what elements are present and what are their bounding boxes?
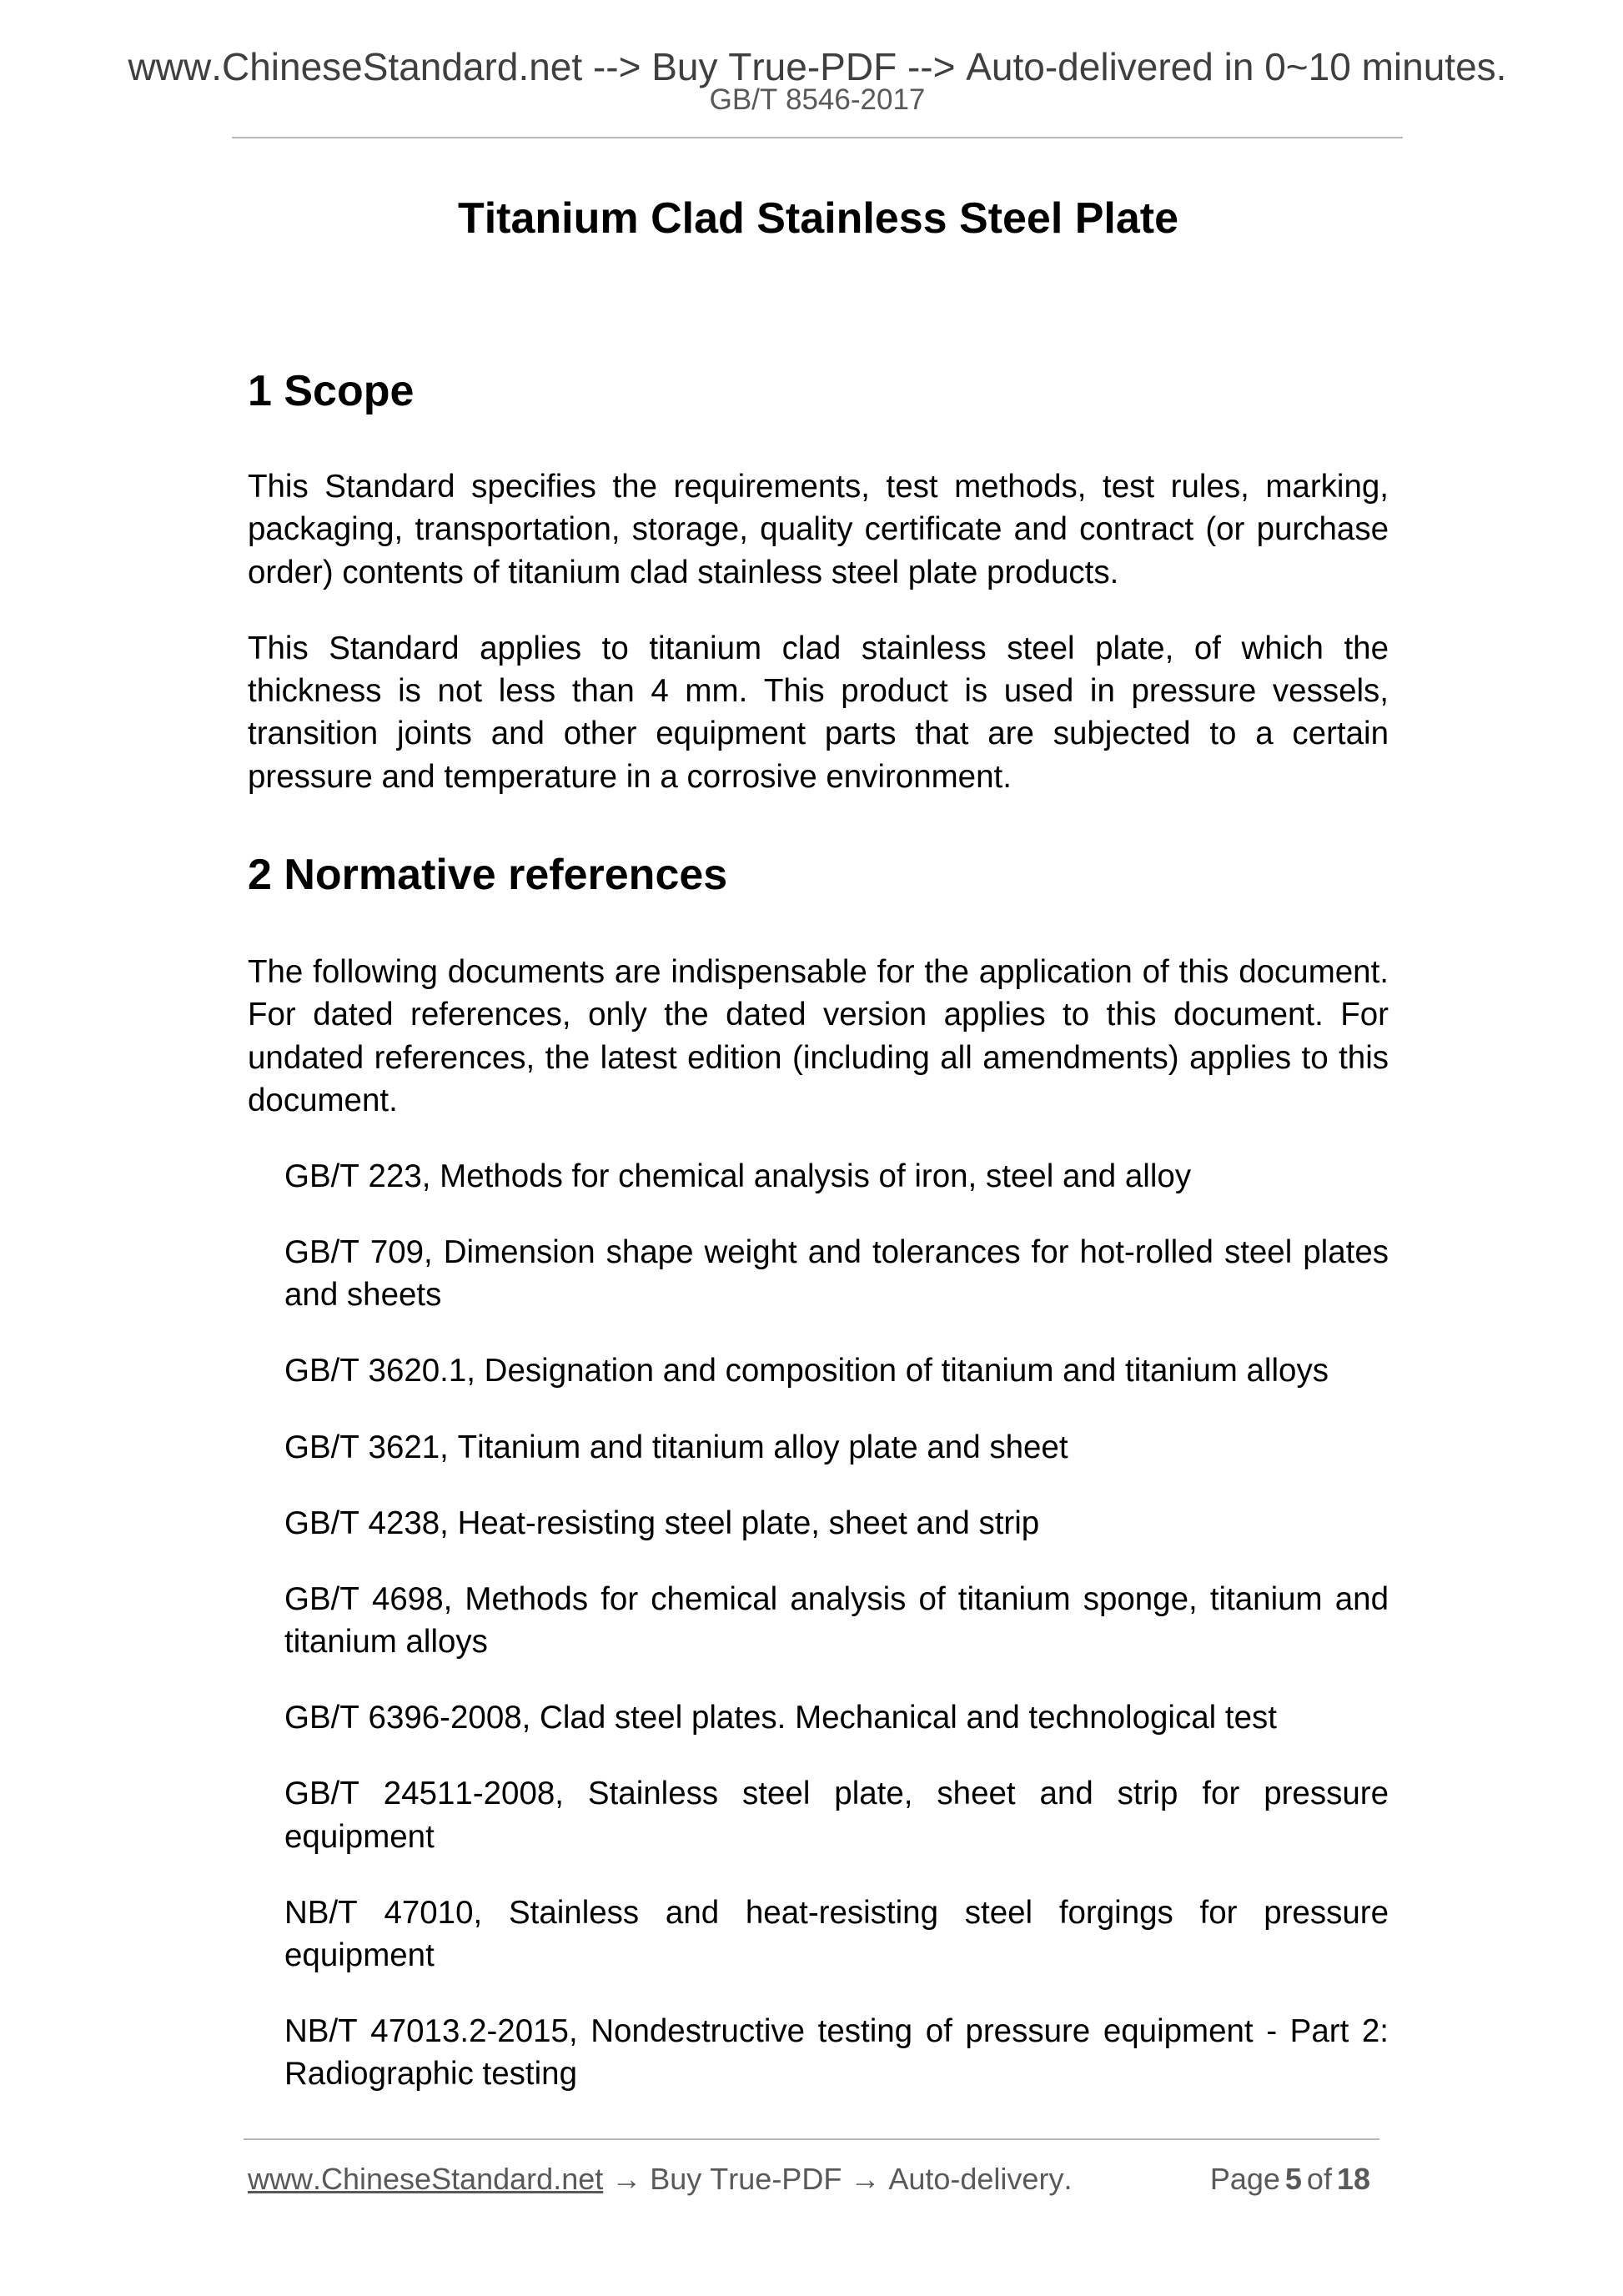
document-title: Titanium Clad Stainless Steel Plate bbox=[457, 194, 1179, 243]
footer-divider bbox=[244, 2138, 1379, 2140]
reference-list bbox=[248, 1155, 1389, 2096]
reference-item: GB/T 4238, Heat-resisting steel plate, sheet and strip bbox=[284, 1505, 1040, 1541]
section-heading-scope: 1 Scope bbox=[248, 367, 415, 415]
footer-delivery-text: Auto-delivery. bbox=[888, 2162, 1073, 2196]
section-scope bbox=[248, 465, 1389, 831]
page-current: 5 bbox=[1284, 2162, 1302, 2196]
page-label: Page bbox=[1209, 2162, 1280, 2196]
arrow-icon: → bbox=[611, 2162, 642, 2196]
arrow-icon: → bbox=[850, 2162, 881, 2196]
standard-code: GB/T 8546-2017 bbox=[709, 83, 926, 116]
references-intro-paragraph: The following documents are indispensable for the application of this document. For dated references, only the dated version applies to this document. For undated references, the latest edition (including all amendments) applies to this document. bbox=[248, 954, 1389, 1118]
section-heading-normative-references: 2 Normative references bbox=[248, 851, 728, 899]
reference-item: GB/T 3621, Titanium and titanium alloy plate and sheet bbox=[284, 1429, 1068, 1465]
reference-item: GB/T 223, Methods for chemical analysis of iron, steel and alloy bbox=[284, 1158, 1192, 1194]
footer-buy-text: Buy True-PDF bbox=[650, 2162, 842, 2196]
reference-item: GB/T 6396-2008, Clad steel plates. Mechanical and technological test bbox=[284, 1700, 1277, 1736]
reference-item: NB/T 47010, Stainless and heat-resisting steel forgings for pressure equipment bbox=[284, 1894, 1389, 1973]
page-of-label: of bbox=[1306, 2162, 1332, 2196]
reference-item: NB/T 47013.2-2015, Nondestructive testing of pressure equipment - Part 2: Radiographic testing bbox=[284, 2013, 1389, 2093]
footer-promo bbox=[248, 2163, 1072, 2196]
footer-site-link[interactable]: www.ChineseStandard.net bbox=[248, 2162, 604, 2196]
section-normative-references bbox=[248, 951, 1389, 2128]
reference-item: GB/T 3620.1, Designation and composition of titanium and titanium alloys bbox=[284, 1353, 1329, 1389]
reference-item: GB/T 24511-2008, Stainless steel plate, sheet and strip for pressure equipment bbox=[284, 1776, 1389, 1855]
header-divider bbox=[232, 137, 1403, 138]
page-indicator bbox=[1210, 2163, 1375, 2196]
reference-item: GB/T 4698, Methods for chemical analysis of titanium sponge, titanium and titanium alloys bbox=[284, 1580, 1389, 1660]
scope-paragraph: This Standard applies to titanium clad stainless steel plate, of which the thickness is not less than 4 mm. This product is used in pressure vessels, transition joints and other equipment parts that are subjected to a certain pressure and temperature in a corrosive environment. bbox=[248, 630, 1389, 795]
reference-item: GB/T 709, Dimension shape weight and tolerances for hot-rolled steel plates and sheets bbox=[284, 1234, 1389, 1314]
header-banner: www.ChineseStandard.net --> Buy True-PDF --> Auto-delivered in 0~10 minutes. bbox=[128, 45, 1507, 88]
scope-paragraph: This Standard specifies the requirements, test methods, test rules, marking, packaging, transportation, storage, quality certificate and contract (or purchase order) contents of titanium clad stainless steel plate products. bbox=[248, 469, 1389, 590]
page-total: 18 bbox=[1336, 2162, 1370, 2196]
